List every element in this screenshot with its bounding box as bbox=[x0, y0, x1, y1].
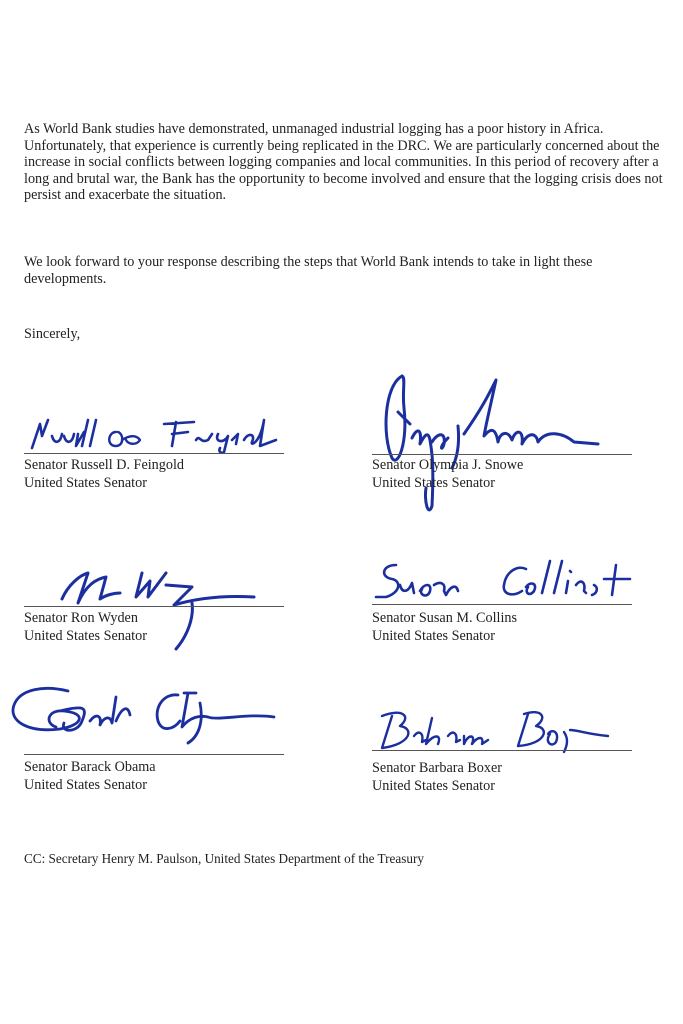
signature-snowe bbox=[362, 368, 632, 518]
signatory-title: United States Senator bbox=[24, 475, 147, 491]
signatory-name: Senator Ron Wyden bbox=[24, 610, 138, 626]
signature-feingold bbox=[24, 410, 294, 455]
signatory-name: Senator Russell D. Feingold bbox=[24, 457, 184, 473]
body-paragraph-response: We look forward to your response describing the steps that World Bank intends to take in light these developments. bbox=[24, 254, 593, 287]
signatory-title: United States Senator bbox=[24, 777, 147, 793]
signature-line bbox=[372, 750, 632, 751]
signatory-name: Senator Barbara Boxer bbox=[372, 760, 503, 776]
signatory-name: Senator Barack Obama bbox=[24, 759, 156, 775]
signatory-title: United States Senator bbox=[372, 628, 495, 644]
cc-line: CC: Secretary Henry M. Paulson, United States Department of the Treasury bbox=[24, 851, 424, 866]
signature-line bbox=[24, 606, 284, 607]
signatory-title: United States Senator bbox=[372, 475, 495, 491]
signatory-name: Senator Olympia J. Snowe bbox=[372, 457, 524, 473]
signature-line bbox=[372, 604, 632, 605]
signature-line bbox=[24, 453, 284, 454]
signature-collins bbox=[372, 551, 652, 611]
signature-obama bbox=[4, 677, 304, 757]
signatory-name: Senator Susan M. Collins bbox=[372, 610, 518, 626]
signatory-title: United States Senator bbox=[24, 628, 147, 644]
signature-line bbox=[372, 454, 632, 455]
signature-line bbox=[24, 754, 284, 755]
closing: Sincerely, bbox=[24, 326, 81, 342]
signatory-title: United States Senator bbox=[372, 778, 495, 794]
body-paragraph-logging: As World Bank studies have demonstrated, unmanaged industrial logging has a poor history in Africa. Unfortunately, that experience is currently being replicated in the DRC. We are particularly concerned about the increase in social conflicts between logging companies and local communities. In this period of recovery after a long and brutal war, the Bank has the opportunity to become involved and ensure that the logging crisis does not persist and exacerbate the situation. bbox=[24, 121, 663, 204]
